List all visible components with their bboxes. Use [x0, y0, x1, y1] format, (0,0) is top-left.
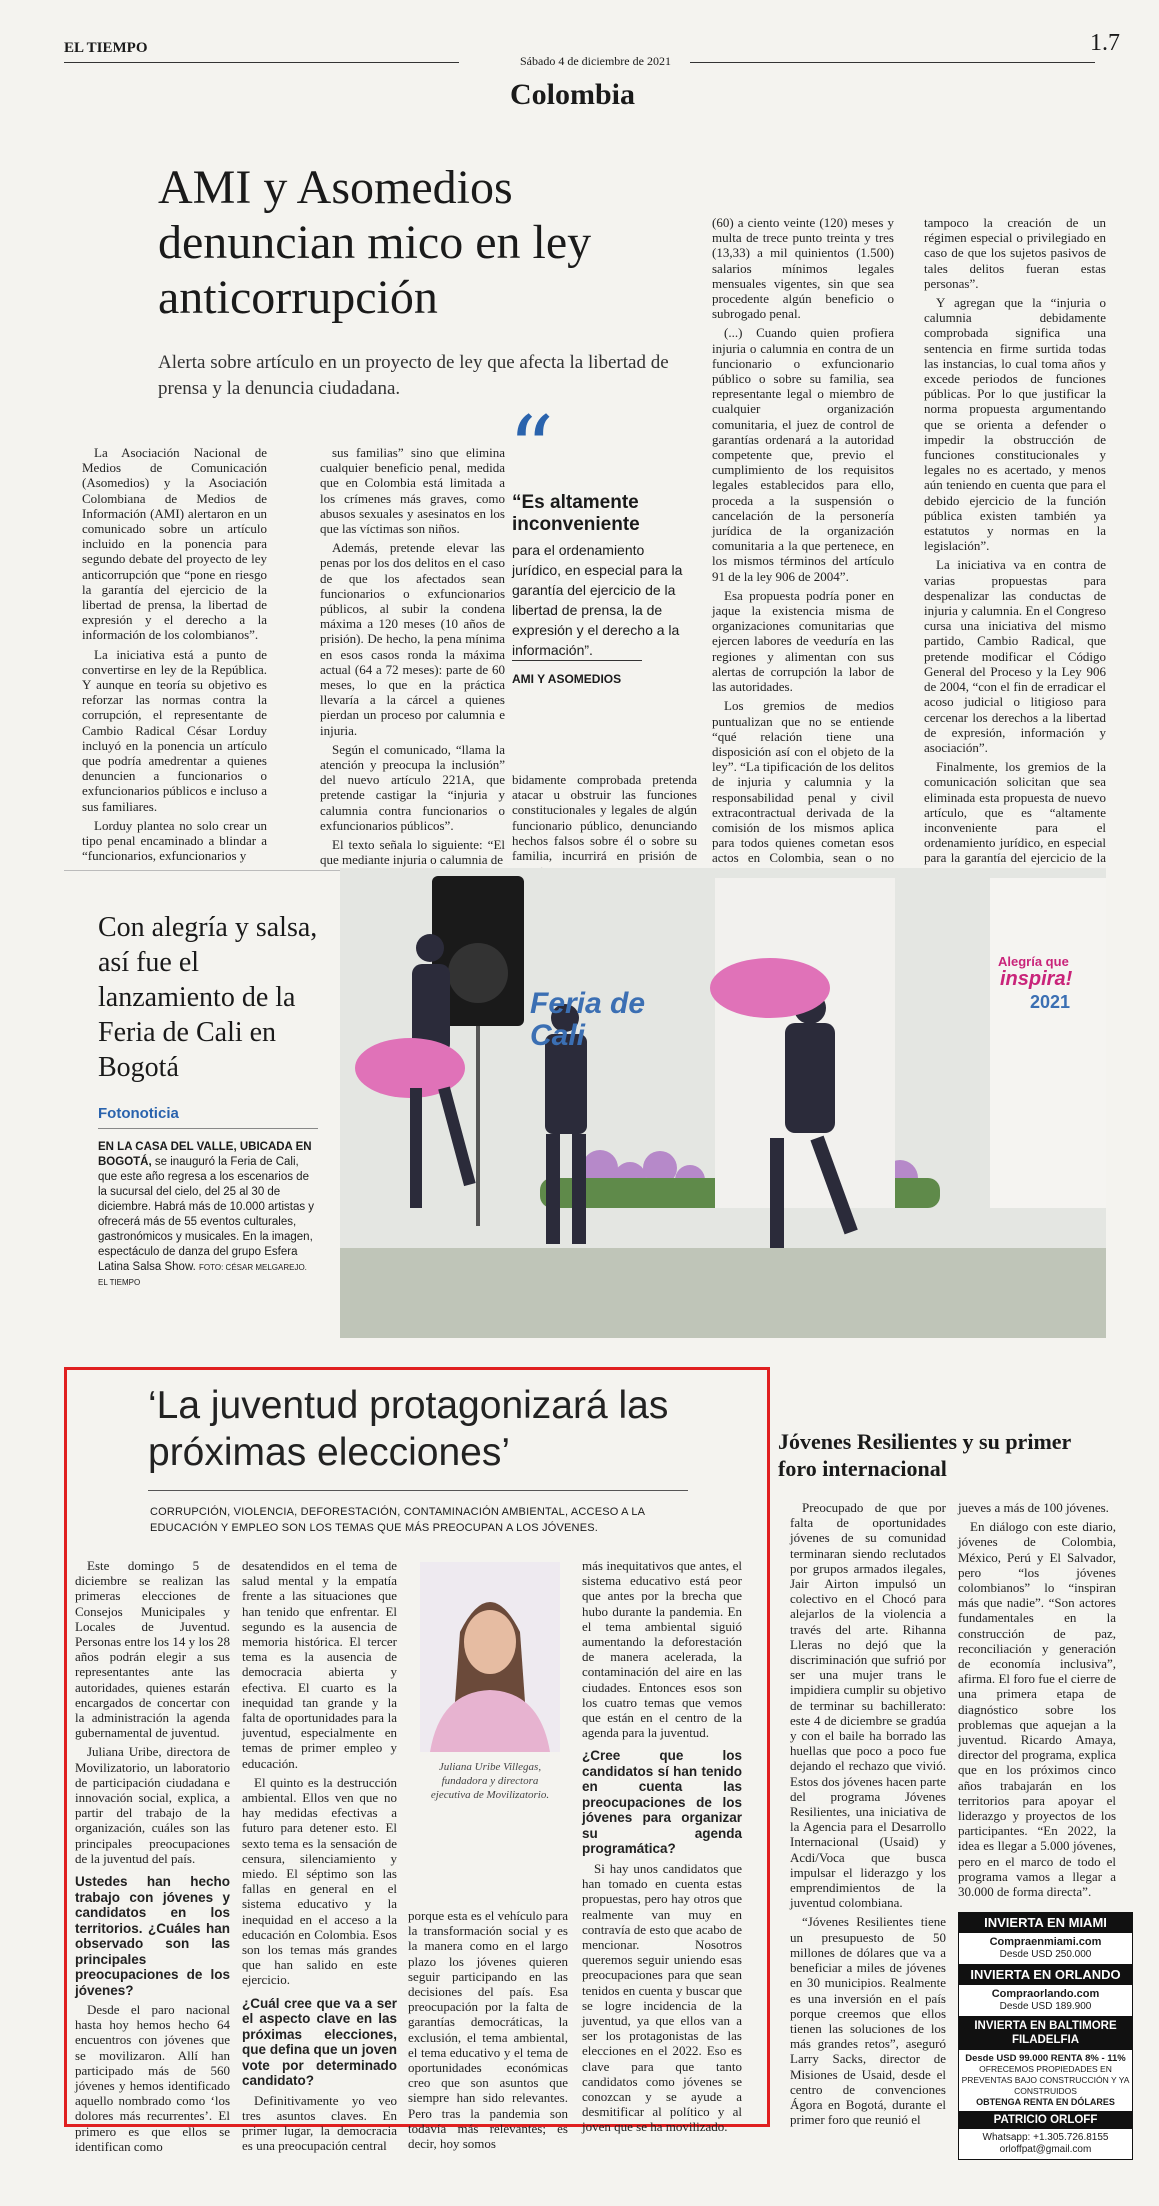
issue-date: Sábado 4 de diciembre de 2021: [520, 54, 671, 68]
sidebar-column-1: [790, 1500, 946, 2131]
paragraph: jueves a más de 100 jóvenes.: [958, 1500, 1109, 1515]
paragraph: sus familias” sino que elimina cualquier beneficio penal, medida que en Colombia está limitada a los crímenes más graves, como abusos sexuales y asesinatos en los que las víctimas son niños.: [320, 445, 505, 537]
article1-column-4: [712, 215, 894, 915]
article1-column-5: [924, 215, 1106, 915]
paragraph: Si hay unos candidatos que han tomado en cuenta estas propuestas, pero hay otros que realmente van muy en contravía de esto que acabo de mencionar. Nosotros queremos seguir uniendo esas preocupaciones para que sean tenidos en cuenta y buscar que se logre incidencia de la juventud, ya que ellos van a ser los protagonistas de las elecciones en el 2022. Eso es clave para que tanto candidatos como jóvenes se conozcan y se ayude a desmitificar al político y al joven que se ha movilizado.: [582, 1860, 742, 2135]
paragraph: bidamente comprobada pretenda atacar u obstruir las funciones constitucionales y legales de algún funcionario público, denunciando hechos falsos sobre él o sobre su familia, incurrirá en prisión de: [512, 772, 697, 864]
sidebar-column-2: [958, 1500, 1116, 1903]
paragraph: Finalmente, los gremios de la comunicación solicitan que sea eliminada esta propuesta de nuevo artículo, que es “altamente inconveniente para el ordenamiento jurídico, en especial para la garantía del ejercicio de la: [924, 759, 1106, 866]
portrait-illustration: [420, 1562, 560, 1752]
paragraph: tampoco la creación de un régimen especial o privilegiado en caso de que los sujetos pasivos de tales delitos fueran estas personas”.: [924, 215, 1106, 291]
ad-line: Compraorlando.com: [991, 1988, 1100, 2000]
caption-body: se inauguró la Feria de Cali, que este año regresa a los escenarios de la sucursal del cielo, del 25 al 30 de diciembre. Habrá más de 10.000 artistas y ofrecerá más de 55 eventos culturales, gastronómicos y musicales. En la imagen, espectáculo de danza del grupo Esfera Latina Salsa Show.: [98, 1156, 315, 1273]
masthead: EL TIEMPO: [64, 40, 148, 56]
ad-line: Desde USD 250.000: [999, 1949, 1092, 1960]
paragraph: Además, pretende elevar las penas por los dos delitos en el caso de que los afectados sean funcionarios o exfuncionarios públicos, al subir la condena máxima a 120 meses (10 años de prisión). De hecho, la pena mínima en esos casos ronda la máxima actual (64 a 72 meses): parte de 60 meses, lo que en la práctica llevaría a la cárcel a quienes pierdan un proceso por calumnia e injuria.: [320, 540, 505, 738]
section-title: Colombia: [510, 78, 636, 111]
paragraph: Preocupado de que por falta de oportunidades jóvenes de su comunidad terminaran siendo reclutados por grupos armados ilegales, Jair Airton impulsó un colectivo en el Chocó para alejarlos de la violencia a través del arte. Rihanna Lleras no dejó que la discriminación que sufrió por ser una mujer trans le impidiera cumplir su objetivo de terminar su bachillerato: este 4 de diciembre se gradúa y con el baile ha borrado las huellas que poco a poco fue dejando el rechazo que vivió. Estos dos jóvenes hacen parte del programa Jóvenes Resilientes, una iniciativa de la Agencia para el Desarrollo Internacional (Usaid) y Acdi/Voca que busca impulsar el liderazgo y los emprendimientos de la juventud colombiana.: [790, 1500, 946, 1911]
banner-inspira: inspira!: [1000, 968, 1073, 990]
banner-feria: Feria de Cali: [530, 987, 646, 1052]
ad-line: OBTENGA RENTA EN DÓLARES: [976, 2097, 1115, 2107]
quote-mark-icon: “: [508, 397, 555, 502]
sidebar-headline: Jóvenes Resilientes y su primer foro internacional: [778, 1429, 1071, 1481]
banner-year: 2021: [1030, 992, 1071, 1012]
paragraph: porque esta es el vehículo para la transformación social y es la manera como en el largo plazo los jóvenes quieren seguir participando en las decisiones del país. Esa preocupación por la falta de garantías democráticas, la exclusión, el tema ambiental, el tema educativo y el tema de oportunidades económicas creo que son asuntos que siempre han sido relevantes. Pero tras la pandemia son todavía más relevantes; es decir, hoy somos: [408, 1908, 568, 2152]
article1-column-3-bottom: [512, 772, 697, 882]
paragraph: Los gremios de medios puntualizan que no se entiende “qué relación tiene una disposición así con el objeto de la ley”. “La tipificación de los delitos de injuria y calumnia y la responsabilidad penal y civil extracontractual derivada de la comisión de los mismos aplica para todos quienes cometan esos actos en Colombia, sean o no: [712, 698, 894, 866]
interview-column-2: [242, 1558, 397, 2158]
interview-column-4: [582, 1558, 742, 2139]
photo-credit: FOTO: CÉSAR MELGAREJO. EL TIEMPO: [98, 1263, 307, 1287]
paragraph: “Jóvenes Resilientes tiene un presupuesto de 50 millones de dólares que va a beneficiar a miles de jóvenes en 30 municipios. Realmente es una inversión en el país porque creemos que ellos tienen las soluciones de los más grandes retos”, aseguró Larry Sacks, director de Misiones de Usaid, desde el centro de convenciones Ágora en Bogotá, durante el primer foro que reunió el: [790, 1914, 946, 2128]
real-estate-ad: [958, 1912, 1133, 2160]
ad-heading: INVIERTA EN ORLANDO: [958, 1964, 1133, 1985]
interview-question: Ustedes han hecho trabajo con jóvenes y candidatos en los territorios. ¿Cuáles han observado son las principales preocupaciones de los jóvenes?: [75, 1874, 230, 1998]
paragraph: (...) Cuando quien profiera injuria o calumnia en contra de un funcionario o exfuncionario público o sobre su familia, sea representante legal o miembro de cualquier organización comunitaria, el juez de control de garantías ordenará a la autoridad competente que, previo el cumplimiento de los requisitos legales establecidos para ello, proceda a la suspensión o cancelación de la personería jurídica de la organización comunitaria a la que pertenece, en los mismos términos del artículo 91 de la ley 906 de 2004”.: [712, 325, 894, 584]
pull-quote-source: AMI Y ASOMEDIOS: [512, 672, 622, 686]
paragraph: más inequitativos que antes, el sistema educativo está peor que antes por la brecha que hubo durante la pandemia. En el tema ambiental siguió aumentando la deforestación de manera acelerada, la contaminación del aire en las ciudades. Entonces esos son los cuatro temas que vemos que están en el centro de la agenda para la juventud.: [582, 1558, 742, 1741]
portrait-caption: Juliana Uribe Villegas, fundadora y directora ejecutiva de Movilizatorio.: [430, 1761, 550, 1801]
article-headline: AMI y Asomedios denuncian mico en ley anticorrupción: [158, 161, 592, 324]
pull-quote-lead: “Es altamente inconveniente: [512, 492, 640, 535]
dance-photo-illustration: [340, 868, 1106, 1338]
ad-heading: INVIERTA EN BALTIMORE FILADELFIA: [958, 2016, 1133, 2050]
ad-line: Compraenmiami.com: [989, 1936, 1102, 1948]
paragraph: Juliana Uribe, directora de Movilizatorio, un laboratorio de participación ciudadana e innovación social, explica, a partir del trabajo de la organización, cuáles son las principales preocupaciones de la juventud del país.: [75, 1744, 230, 1866]
banner-alegria: Alegría que: [998, 954, 1069, 969]
paragraph: Lorduy plantea no solo crear un tipo penal encaminado a blindar a “funcionarios, exfuncionarios y: [82, 817, 267, 864]
ad-heading: PATRICIO ORLOFF: [958, 2111, 1133, 2129]
photo-kicker: Fotonoticia: [98, 1105, 179, 1122]
article1-column-2: [320, 445, 505, 871]
ad-line: Desde USD 189.900: [999, 2001, 1092, 2012]
paragraph: En diálogo con este diario, jóvenes de Colombia, México, Perú y El Salvador, pero “los jóvenes colombianos” lo “inspiran más que nadie”. “Son actores fundamentales en la construcción de paz, reconciliación y generación de economía inclusiva”, afirma. El foro fue el cierre de una primera etapa de diagnóstico sobre los problemas que aquejan a la juventud. Ricardo Amaya, director del programa, explica que en los próximos cinco años trabajarán en los territorios para apoyar el liderazgo y proyectos de los participantes. “En 2022, la idea es llegar a 5.000 jóvenes, pero en el marco de todo el programa vamos a llegar a 30.000 de forma directa”.: [958, 1519, 1116, 1900]
interview-column-3-bottom: [408, 1908, 568, 2155]
pull-quote-text: para el ordenamiento jurídico, en especial para la garantía del ejercicio de la libertad de prensa, la de expresión y el derecho a la información”.: [512, 542, 683, 658]
page-number: 1.7: [1090, 30, 1120, 56]
interview-headline: ‘La juventud protagonizará las próximas elecciones’: [148, 1384, 669, 1474]
interview-question: ¿Cuál cree que va a ser el aspecto clave en las próximas elecciones, que defina que un joven vote por determinado candidato?: [242, 1995, 397, 2089]
ad-line: orloffpat@gmail.com: [999, 2144, 1092, 2155]
article1-column-1: [82, 445, 267, 867]
ad-line: Whatsapp: +1.305.726.8155: [982, 2132, 1109, 2143]
paragraph: Desde el paro nacional hasta hoy hemos hecho 64 encuentros con jóvenes que se movilizaron. Allí han participado más de 560 jóvenes y hemos identificado aquello nombrado como ‘los dolores más recurrentes’. El primero es que ellos se identifican como: [75, 2002, 230, 2154]
paragraph: Esa propuesta podría poner en jaque la existencia misma de organizaciones comunitarias que ejercen labores de veeduría en las regiones y alimentan con sus alertas de corrupción la labor de las autoridades.: [712, 587, 894, 695]
interview-column-1: [75, 1558, 230, 2158]
interview-question: ¿Cree que los candidatos sí han tenido en cuenta las preocupaciones de los jóvenes para organizar su agenda programática?: [582, 1748, 742, 1857]
paragraph: Y agregan que la “injuria o calumnia debidamente comprobada significa una sentencia en firme surtida todas las instancias, lo cual toma años y excede periodos de funciones públicas. Por lo que justificar la norma propuesta argumentando que se orienta a defender o impedir la obstrucción de funciones constitucionales y legales no es acertado, y menos aún teniendo en cuenta que para el debido ejercicio de la función pública existen también ya estatutos y normas en la legislación”.: [924, 295, 1106, 554]
ad-line: OFRECEMOS PROPIEDADES EN PREVENTAS BAJO CONSTRUCCIÓN Y YA CONSTRUIDOS: [961, 2064, 1130, 2096]
photo-headline: Con alegría y salsa, así fue el lanzamiento de la Feria de Cali en Bogotá: [98, 912, 318, 1083]
paragraph: La iniciativa va en contra de varias propuestas para despenalizar las conductas de injuria y calumnia. En el Congreso cursa una iniciativa del mismo partido, Cambio Radical, que pretende modificar el Código General del Proceso y la Ley 906 de 2004, “con el fin de erradicar el acoso judicial o litigioso para cercenar los derechos a la libertad de expresión, información y asociación”.: [924, 557, 1106, 755]
dance-photo: [340, 868, 1106, 1338]
paragraph: La Asociación Nacional de Medios de Comunicación (Asomedios) y la Asociación Colombiana de Medios de Información (AMI) alertaron en un comunicado sobre un artículo incluido en la ponencia para segundo debate del proyecto de ley anticorrupción que “pone en riesgo la garantía del ejercicio de la libertad de prensa, la libertad de expresión y el derecho a la información de los colombianos”.: [82, 445, 267, 643]
paragraph: Definitivamente yo veo tres asuntos claves. En primer lugar, la democracia es una preocupación central: [242, 2092, 397, 2154]
paragraph: desatendidos en el tema de salud mental y la empatía frente a las situaciones que han tenido que enfrentar. El segundo es la ausencia de memoria histórica. El tercer tema es la ausencia de democracia abierta y efectiva. El cuarto es la inequidad tan grande y la falta de oportunidades para la juventud, especialmente en temas de primer empleo y educación.: [242, 1558, 397, 1771]
ad-heading: INVIERTA EN MIAMI: [958, 1912, 1133, 1933]
paragraph: Este domingo 5 de diciembre se realizan las primeras elecciones de Consejos Municipales y Locales de Juventud. Personas entre los 14 y los 28 años podrán elegir a sus representantes ante las autoridades, quienes estarán encargados de concertar con la administración la agenda gubernamental de juventud.: [75, 1558, 230, 1741]
paragraph: El texto señala lo siguiente: “El que mediante injuria o calumnia de: [320, 837, 505, 868]
caption-lead: EN LA CASA DEL VALLE, UBICADA EN BOGOTÁ,: [98, 1141, 312, 1168]
paragraph: (60) a ciento veinte (120) meses y multa de trece punto treinta y tres (13,33) a mil quinientos (1.500) salarios mínimos legales mensuales vigentes, sin que sea procedente algún beneficio o subrogado penal.: [712, 215, 894, 322]
paragraph: El quinto es la destrucción ambiental. Ellos ven que no hay medidas efectivas a futuro para detener esto. El sexto tema es la sensación de censura, silenciamiento y miedo. El séptimo son las fallas en general en el sistema educativo y la inequidad en el acceso a la educación en Colombia. Esos son los temas más grandes que han salido en este ejercicio.: [242, 1774, 397, 1988]
article-subtitle: Alerta sobre artículo en un proyecto de ley que afecta la libertad de prensa y la denuncia ciudadana.: [158, 352, 669, 399]
paragraph: La iniciativa está a punto de convertirse en ley de la República. Y aunque en teoría su objetivo es reforzar las normas contra la corrupción, el representante de Cambio Radical César Lorduy incluyó en la ponencia un artículo que podría amedrentar a quienes denuncien a funcionarios o exfuncionarios públicos e incluso a sus familiares.: [82, 646, 267, 814]
portrait-photo: [420, 1562, 560, 1752]
ad-line: Desde USD 99.000 RENTA 8% - 11%: [965, 2053, 1126, 2064]
interview-deck: CORRUPCIÓN, VIOLENCIA, DEFORESTACIÓN, CONTAMINACIÓN AMBIENTAL, ACCESO A LA EDUCACIÓN Y EMPLEO SON LOS TEMAS QUE MÁS PREOCUPAN A LOS JÓVENES.: [150, 1506, 645, 1534]
paragraph: Según el comunicado, “llama la atención y preocupa la inclusión” del nuevo artículo 221A, que pretende castigar la “injuria y calumnia contra funcionarios o exfuncionarios públicos”.: [320, 741, 505, 833]
photo-caption: [98, 1140, 318, 1290]
